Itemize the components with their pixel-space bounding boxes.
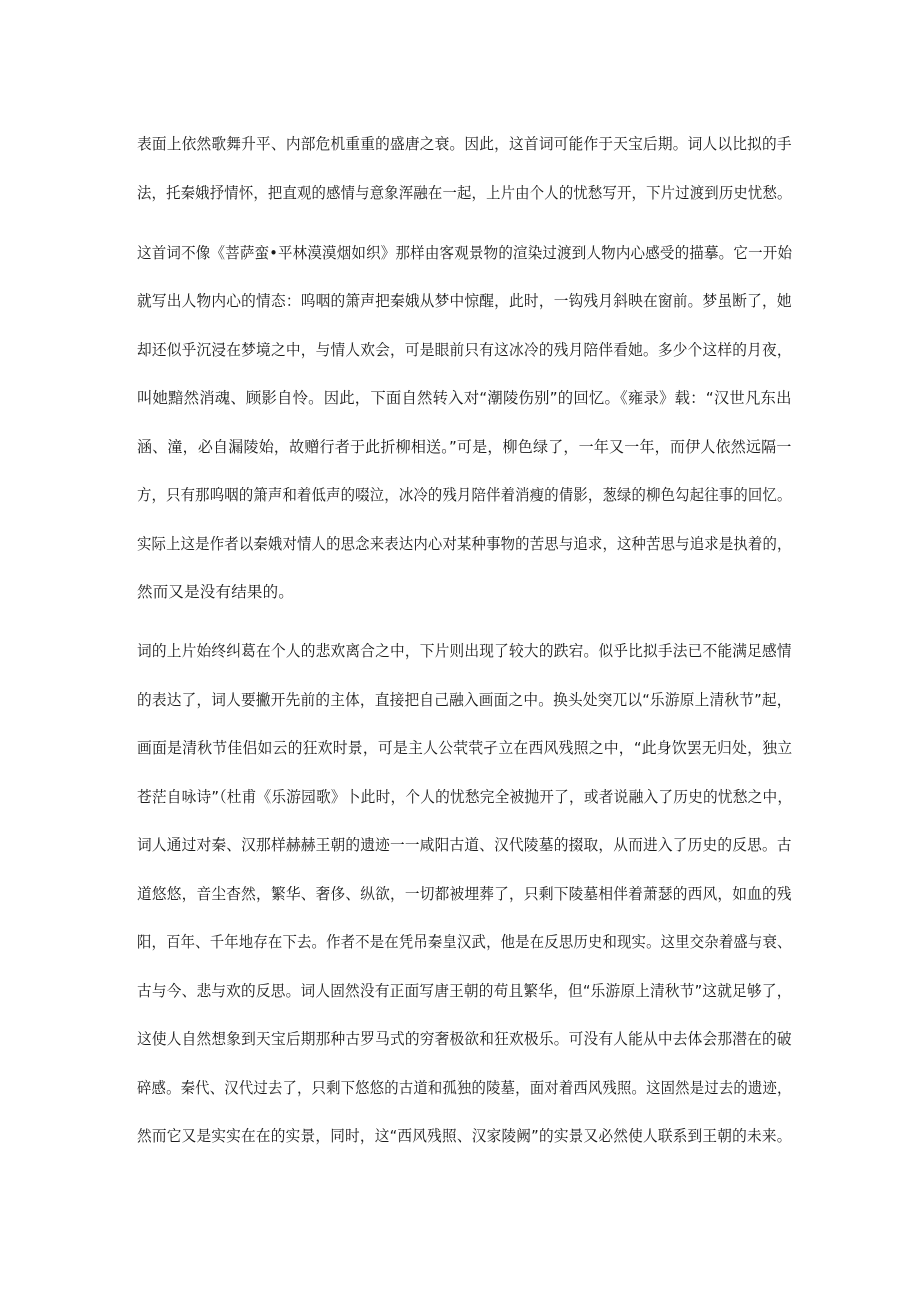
paragraph-3-line-8: 古与今、悲与欢的反思。词人固然没有正面写唐王朝的苟且繁华，但“乐游原上清秋节”这就足够了， bbox=[137, 982, 792, 1000]
paragraph-3-line-5: 词人通过对秦、汉那样赫赫王朝的遗迹一一咸阳古道、汉代陵墓的掇取，从而进入了历史的反思。古 bbox=[137, 836, 792, 854]
paragraph-2-line-8: 然而又是没有结果的。 bbox=[137, 583, 295, 601]
paragraph-3-line-1: 词的上片始终纠葛在个人的悲欢离合之中，下片则出现了较大的跌宕。似乎比拟手法已不能满足感情 bbox=[137, 642, 792, 660]
paragraph-3-line-6: 道悠悠，音尘杳然，繁华、奢侈、纵欲，一切都被埋葬了，只剩下陵墓相伴着萧瑟的西风，如血的残 bbox=[137, 885, 792, 903]
paragraph-3-line-3: 画面是清秋节佳侣如云的狂欢时景，可是主人公茕茕孑立在西风残照之中，“此身饮罢无归处，独立 bbox=[137, 739, 793, 757]
paragraph-3-line-4: 苍茫自咏诗”（杜甫《乐游园歌》卜此时，个人的忧愁完全被抛开了，或者说融入了历史的忧愁之中， bbox=[137, 788, 793, 806]
paragraph-3-line-2: 的表达了，词人要撇开先前的主体，直接把自己融入画面之中。换头处突兀以“乐游原上清秋节”起， bbox=[137, 691, 792, 709]
paragraph-2-line-5: 涵、潼，必自漏陵始，故赠行者于此折柳相送。”可是，柳色绿了，一年又一年，而伊人依然远隔一 bbox=[137, 438, 792, 456]
paragraph-3-line-9: 这使人自然想象到天宝后期那种古罗马式的穷奢极欲和狂欢极乐。可没有人能从中去体会那潜在的破 bbox=[137, 1030, 792, 1048]
paragraph-2-line-7: 实际上这是作者以秦娥对情人的思念来表达内心对某种事物的苦思与追求，这种苦思与追求是执着的， bbox=[137, 535, 792, 553]
paragraph-1-line-2: 法，托秦娥抒情怀，把直观的感情与意象浑融在一起，上片由个人的忧愁写开，下片过渡到历史忧愁。 bbox=[137, 184, 792, 202]
paragraph-2-line-4: 叫她黯然消魂、顾影自怜。因此，下面自然转入对“潮陵伤别”的回忆。《雍录》载：“汉世凡东出 bbox=[137, 389, 792, 407]
paragraph-2-line-6: 方，只有那呜咽的箫声和着低声的啜泣，冰冷的残月陪伴着消瘦的倩影，葱绿的柳色勾起往事的回忆。 bbox=[137, 486, 792, 504]
paragraph-3-line-10: 碎感。秦代、汉代过去了，只剩下悠悠的古道和孤独的陵墓，面对着西风残照。这固然是过去的遗迹， bbox=[137, 1079, 792, 1097]
paragraph-2-line-2: 就写出人物内心的情态：呜咽的箫声把秦娥从梦中惊醒，此时，一钩残月斜映在窗前。梦虽断了，她 bbox=[137, 292, 792, 310]
paragraph-1-line-1: 表面上依然歌舞升平、内部危机重重的盛唐之衰。因此，这首词可能作于天宝后期。词人以比拟的手 bbox=[137, 135, 792, 153]
paragraph-3-line-7: 阳，百年、千年地存在下去。作者不是在凭吊秦皇汉武，他是在反思历史和现实。这里交杂着盛与衰、 bbox=[137, 933, 792, 951]
paragraph-3-line-11: 然而它又是实实在在的实景，同时，这“西风残照、汉家陵阙”的实景又必然使人联系到王朝的未来。 bbox=[137, 1127, 792, 1145]
paragraph-2-line-3: 却还似乎沉浸在梦境之中，与情人欢会，可是眼前只有这冰冷的残月陪伴看她。多少个这样的月夜， bbox=[137, 341, 792, 359]
paragraph-2-line-1: 这首词不像《菩萨蛮•平林漠漠烟如织》那样由客观景物的渲染过渡到人物内心感受的描摹。它一开始 bbox=[137, 244, 793, 262]
